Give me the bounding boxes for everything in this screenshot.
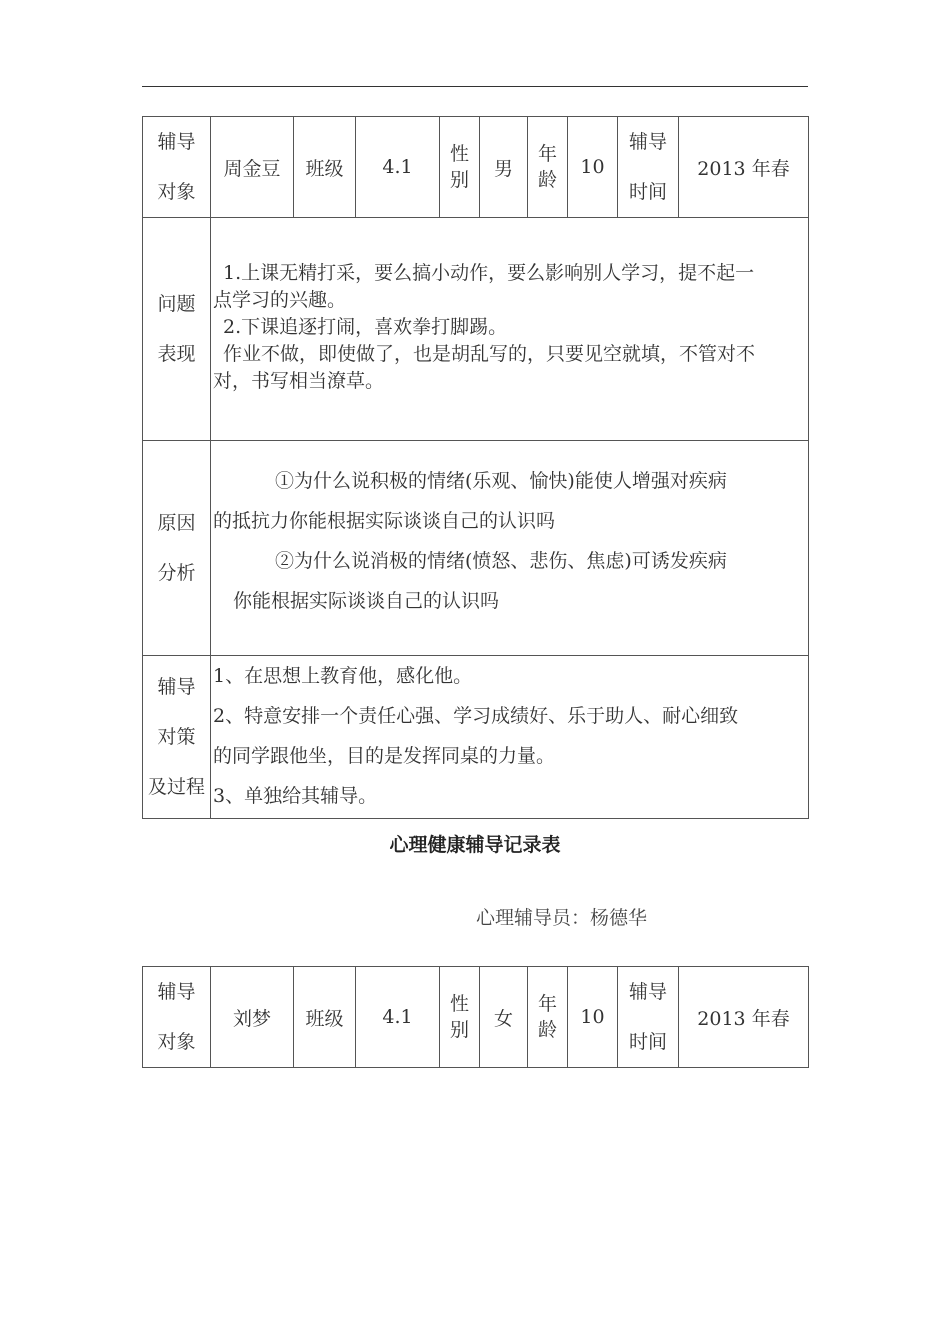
class-value: 4.1: [356, 117, 440, 218]
strategy-line-2: 2、特意安排一个责任心强、学习成绩好、乐于助人、耐心细致: [213, 705, 739, 727]
counseling-record-table-2: [142, 966, 809, 1068]
gender-label-line1: 性: [449, 993, 469, 1015]
time-label-line2: 时间: [628, 1031, 667, 1053]
class-label: 班级: [294, 117, 356, 218]
cause-line-1: ①为什么说积极的情绪(乐观、愉快)能使人增强对疾病: [275, 470, 727, 492]
counseling-record-table-1: [142, 116, 809, 819]
section-title: 心理健康辅导记录表: [389, 834, 561, 856]
cause-label-line1: 原因: [157, 512, 196, 534]
age-label-line2: 龄: [537, 169, 557, 191]
target-label: [143, 117, 211, 218]
cause-row: [143, 441, 809, 656]
target-label-line2: 对象: [157, 181, 196, 203]
age-value: 10: [568, 967, 618, 1068]
time-value: 2013 年春: [679, 967, 809, 1068]
target-label-line1: 辅导: [157, 981, 196, 1003]
gender-label-line2: 别: [449, 169, 469, 191]
problem-line-5: 对，书写相当潦草。: [213, 370, 385, 392]
student-name: 刘梦: [211, 967, 294, 1068]
cause-line-3: ②为什么说消极的情绪(愤怒、悲伤、焦虑)可诱发疾病: [275, 550, 727, 572]
time-value: 2013 年春: [679, 117, 809, 218]
strategy-line-4: 3、单独给其辅导。: [213, 785, 378, 807]
cause-line-2: 的抵抗力你能根据实际谈谈自己的认识吗: [213, 510, 556, 532]
gender-label-line1: 性: [449, 143, 469, 165]
header-row-2: [143, 967, 809, 1068]
problem-label-line2: 表现: [157, 343, 196, 365]
problem-line-2: 点学习的兴趣。: [213, 289, 347, 311]
age-value: 10: [568, 117, 618, 218]
gender-label: [440, 967, 480, 1068]
cause-label: [143, 441, 211, 656]
class-label: 班级: [294, 967, 356, 1068]
strategy-label-line2: 对策: [157, 726, 196, 748]
age-label: [528, 117, 568, 218]
age-label-line1: 年: [537, 143, 557, 165]
problem-content: [211, 218, 809, 441]
gender-value: 女: [480, 967, 528, 1068]
cause-content: [211, 441, 809, 656]
class-value: 4.1: [356, 967, 440, 1068]
gender-value: 男: [480, 117, 528, 218]
time-label: [618, 967, 679, 1068]
gender-label-line2: 别: [449, 1019, 469, 1041]
strategy-label: [143, 656, 211, 819]
strategy-row: [143, 656, 809, 819]
problem-line-1: 1.上课无精打采，要么搞小动作，要么影响别人学习，提不起一: [223, 262, 755, 284]
problem-row: [143, 218, 809, 441]
age-label-line1: 年: [537, 993, 557, 1015]
strategy-line-3: 的同学跟他坐，目的是发挥同桌的力量。: [213, 745, 556, 767]
target-label-line2: 对象: [157, 1031, 196, 1053]
counselor-line: 心理辅导员：杨德华: [476, 907, 648, 929]
time-label-line1: 辅导: [628, 131, 667, 153]
gender-label: [440, 117, 480, 218]
student-name: 周金豆: [211, 117, 294, 218]
cause-label-line2: 分析: [157, 562, 196, 584]
problem-label-line1: 问题: [157, 293, 196, 315]
cause-line-4: 你能根据实际谈谈自己的认识吗: [233, 590, 500, 612]
problem-line-4: 作业不做，即使做了，也是胡乱写的，只要见空就填，不管对不: [223, 343, 756, 365]
top-rule: [142, 86, 808, 87]
time-label: [618, 117, 679, 218]
header-row: [143, 117, 809, 218]
strategy-label-line1: 辅导: [157, 676, 196, 698]
time-label-line1: 辅导: [628, 981, 667, 1003]
strategy-label-line3: 及过程: [147, 776, 205, 798]
problem-label: [143, 218, 211, 441]
problem-line-3: 2.下课追逐打闹，喜欢拳打脚踢。: [223, 316, 508, 338]
target-label: [143, 967, 211, 1068]
strategy-line-1: 1、在思想上教育他，感化他。: [213, 665, 473, 687]
target-label-line1: 辅导: [157, 131, 196, 153]
age-label-line2: 龄: [537, 1019, 557, 1041]
time-label-line2: 时间: [628, 181, 667, 203]
age-label: [528, 967, 568, 1068]
strategy-content: [211, 656, 809, 819]
